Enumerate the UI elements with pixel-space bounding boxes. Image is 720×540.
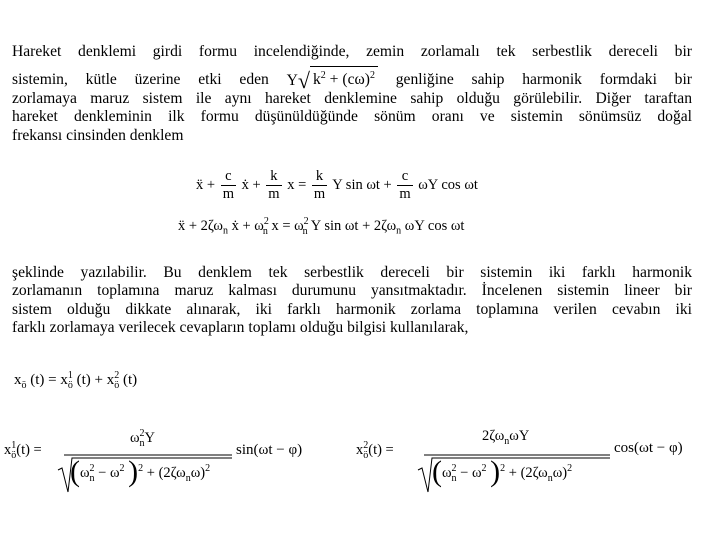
para1-line5: frekansı cinsinden denklem	[12, 126, 184, 144]
equation-response-1-denominator: ($\omega_n^2 - \omega^2$ )$^2 + (2\zeta\omega_n\omega)^2$	[70, 455, 211, 488]
equation-response-2-lhs: $x^2_ö(t)$ =	[356, 440, 394, 461]
para1-line2-after: genliğine sahip harmonik formdaki bir	[395, 71, 692, 89]
para1-line2-before: sistemin, kütle üzerine etki eden	[12, 71, 269, 89]
equation-response-1-lhs: $x^1_ö(t)$ =	[4, 440, 42, 461]
equation-superposition: $x_ö$ $(t) = x^1_ö$ $(t) + x^2_ö$ (t)	[14, 370, 138, 391]
para2-line1: şeklinde yazılabilir. Bu denklem tek serbestlik dereceli bir sistemin iki farklı harmonik	[12, 264, 692, 281]
equation-response-1-numerator: $\omega^2_nY$	[130, 428, 156, 449]
para1-line1: Hareket denklemi girdi formu incelendiğinde, zemin zorlamalı tek serbestlik dereceli bir	[12, 43, 692, 60]
amp-c: c	[347, 71, 355, 89]
radical-1	[58, 455, 232, 492]
para2-line2: zorlamanın toplamına maruz kalması durumunu yansıtmaktadır. İncelenen sistemin lineer bir	[12, 282, 692, 300]
amp-w: ω	[354, 71, 365, 89]
para2-line4: farklı zorlamaya verilecek cevapların toplamı olduğu bilgisi kullanılarak,	[12, 319, 469, 337]
para2-line3: sistem olduğu dikkate alınarak, iki farklı harmonik zorlama toplamına verilen cevabın iki	[12, 300, 692, 318]
amp-Y: Y	[286, 71, 298, 89]
amp-k: k	[312, 71, 321, 89]
equation-motion-1: ẍ + $\frac{c}{m}$ ẋ + $\frac{k}{m}$ x = $\frac{k}{m}$ Y sin ωt + $\frac{c}{m}$ ωY cos ωt	[196, 168, 478, 202]
equation-motion-2: ẍ + $2\zeta\omega_n$ ẋ + $\omega^2_n$ $x = \omega^2_n$ Y $\sin \omega t + 2\zeta\omega_n$ ωY cos ωt	[178, 216, 465, 237]
equation-response-2-denominator: ($\omega_n^2 - \omega^2$ )$^2 + (2\zeta\omega_n\omega)^2$	[432, 455, 573, 488]
equation-response-1-sin: sin(ωt − φ)	[236, 442, 303, 458]
radical-2	[418, 455, 610, 492]
equation-response-2-numerator: $2\zeta\omega_n\omega Y$	[482, 428, 530, 447]
amplitude-expression: Y√ $k^2 + (c\omega)^2$	[287, 72, 396, 89]
para1-line3: zorlamaya maruz sistem ile aynı hareket denklemine sahip olduğu görülebilir. Diğer taraftan	[12, 90, 692, 107]
para1-line4: hareket denkleminin ilk formu düşünüldüğünde sönüm oranı ve sistemin sönümsüz doğal	[12, 108, 692, 126]
equation-response-2-cos: cos(ωt − φ)	[614, 440, 683, 456]
